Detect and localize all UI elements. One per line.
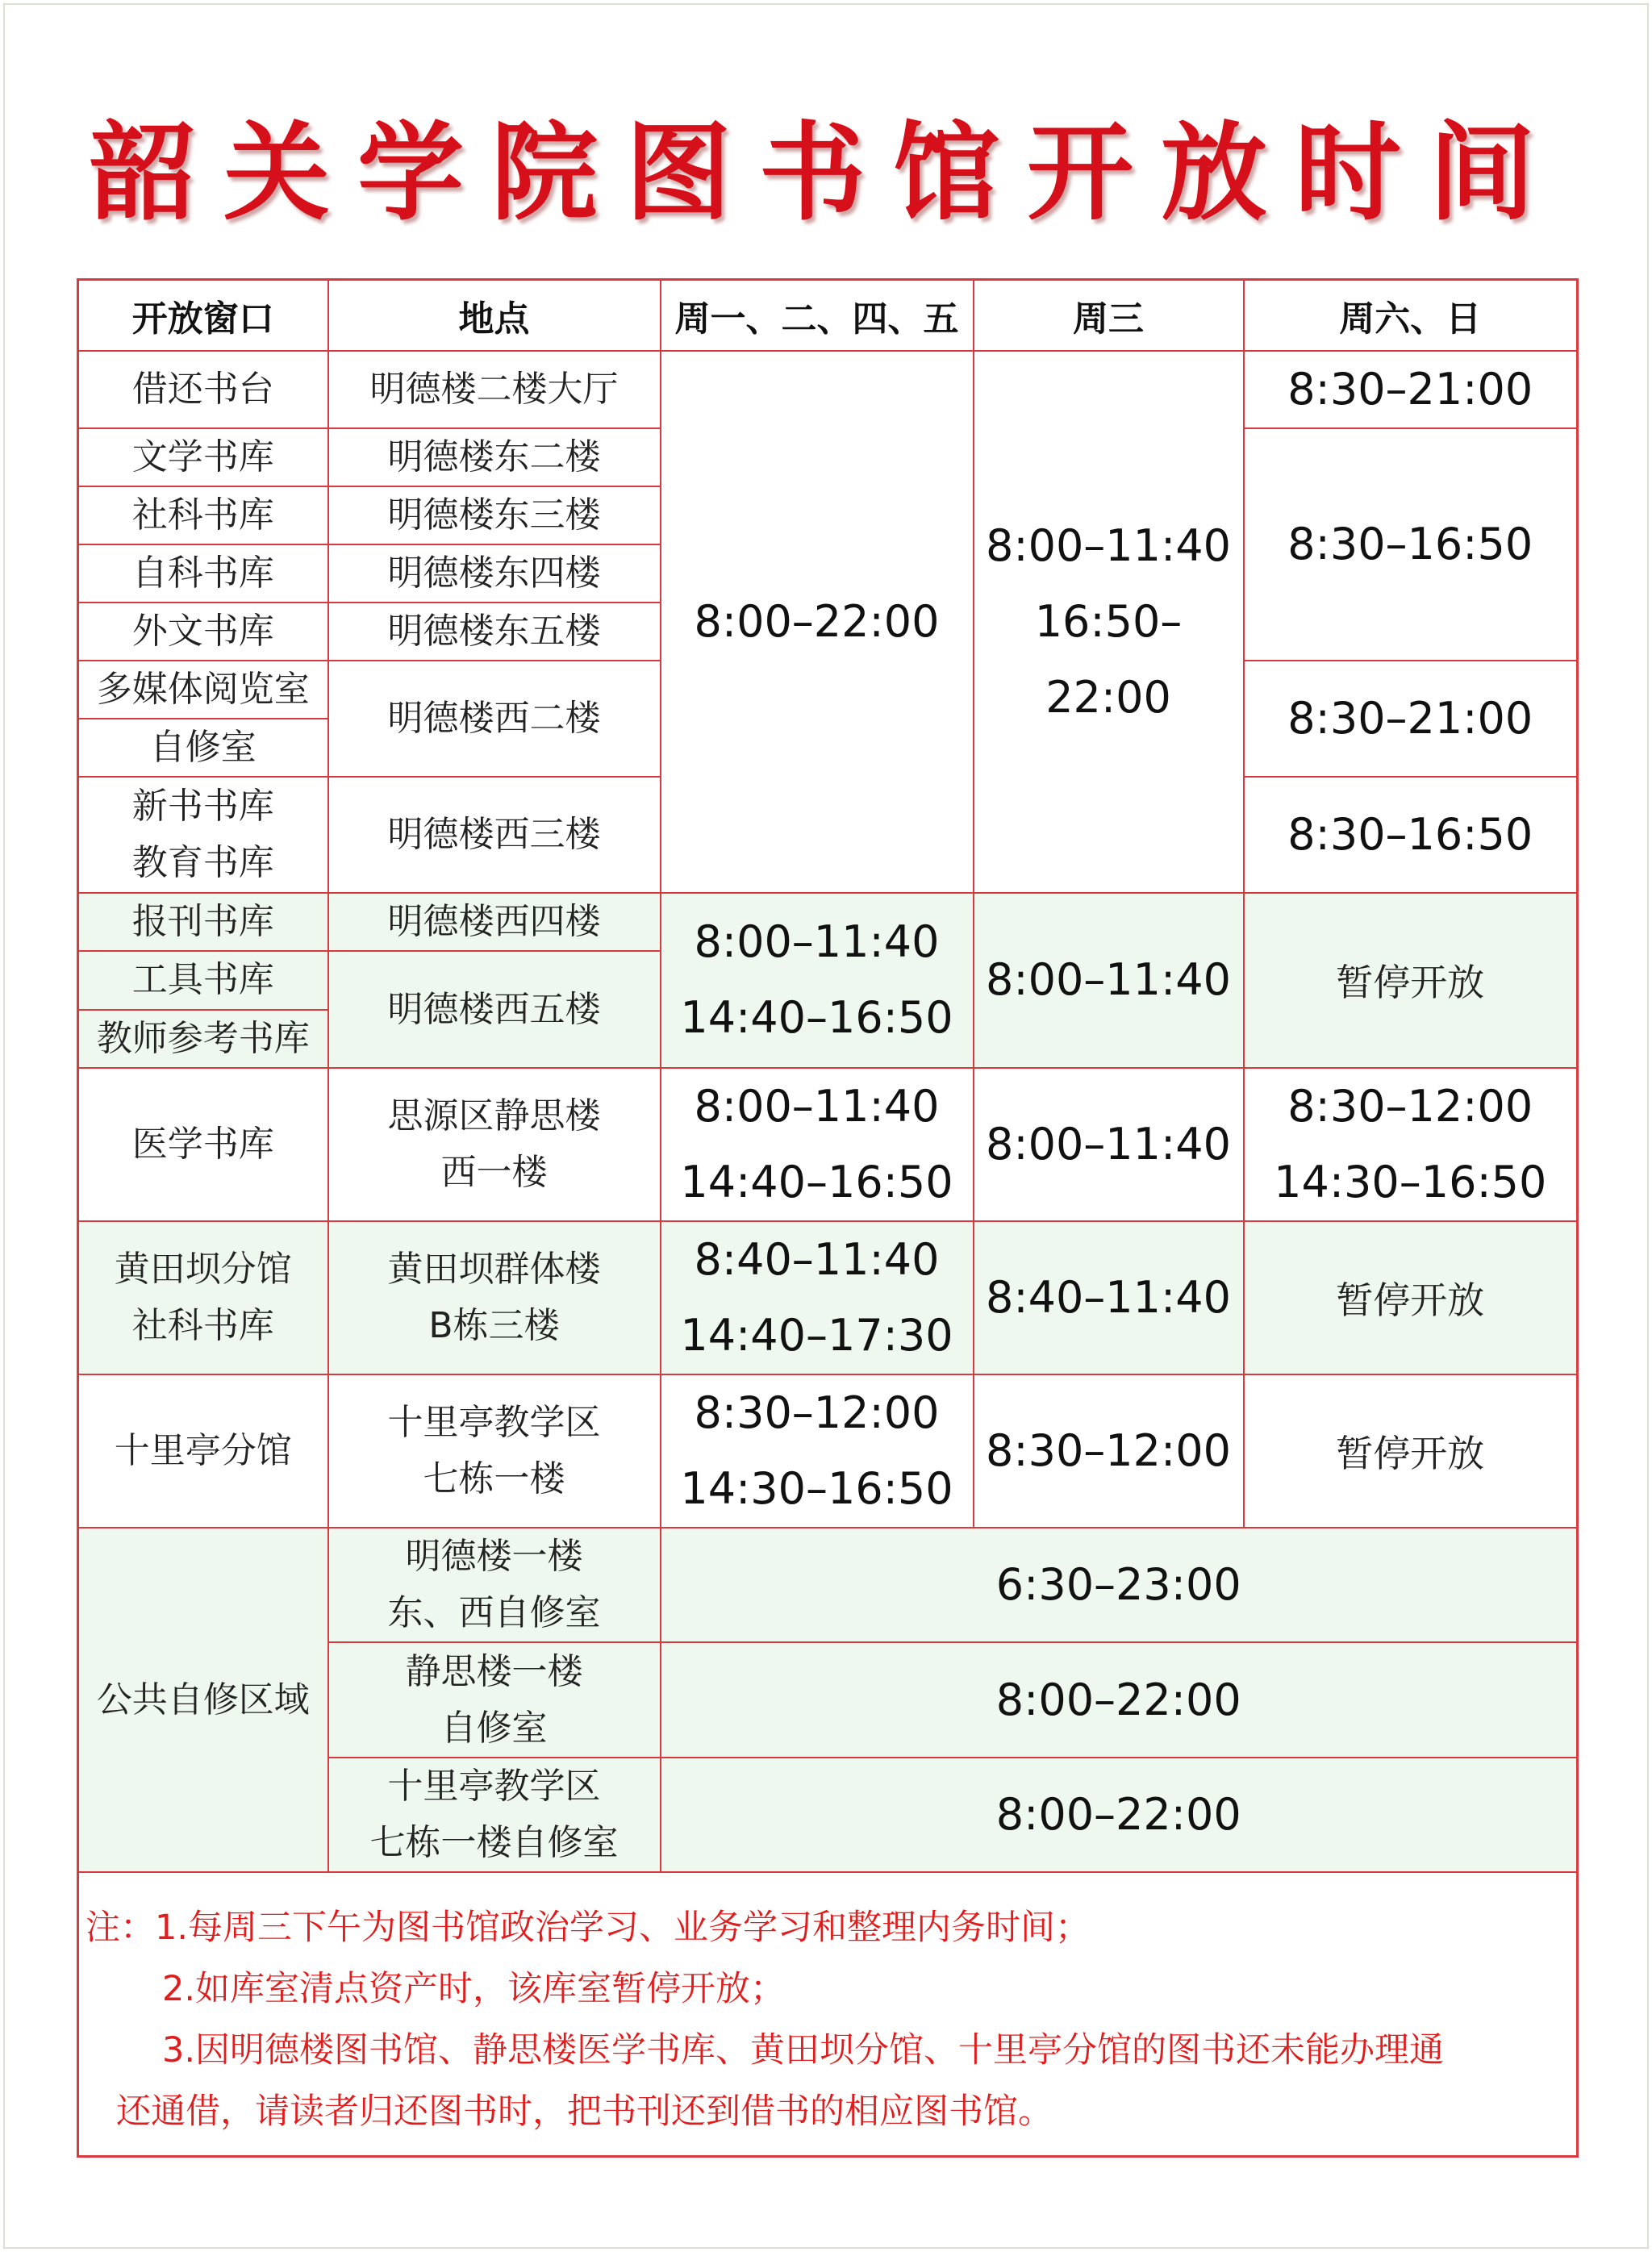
window-name: 自科书库 <box>78 544 328 603</box>
time-line: 14:40–16:50 <box>680 1156 953 1207</box>
wednesday-hours: 8:00–11:40 <box>974 1068 1244 1221</box>
wednesday-hours: 8:40–11:40 <box>974 1221 1244 1374</box>
main-weekday-hours: 8:00–22:00 <box>661 351 974 894</box>
table-row <box>78 893 1578 951</box>
location: 明德楼东五楼 <box>328 603 661 661</box>
window-name: 十里亭分馆 <box>78 1374 328 1528</box>
location <box>328 1068 661 1221</box>
window-name: 社科书库 <box>78 486 328 544</box>
location-line: 东、西自修室 <box>387 1592 601 1634</box>
location <box>328 1528 661 1642</box>
location-line: 自修室 <box>440 1707 548 1749</box>
main-wednesday-hours <box>974 351 1244 894</box>
header-row <box>78 280 1578 351</box>
table-row <box>78 1068 1578 1221</box>
study-area-hours: 8:00–22:00 <box>661 1642 1578 1757</box>
page-title: 韶关学院图书馆开放时间 <box>90 111 1562 236</box>
study-area-hours: 8:00–22:00 <box>661 1758 1578 1872</box>
window-name: 文学书库 <box>78 428 328 486</box>
time-line: 8:30–12:00 <box>694 1387 940 1439</box>
schedule-table <box>77 278 1579 2158</box>
header-window: 开放窗口 <box>78 280 328 351</box>
time-line: 16:50–22:00 <box>1034 595 1183 723</box>
weekend-hours: 8:30–16:50 <box>1244 777 1578 893</box>
weekend-hours: 8:30–21:00 <box>1244 351 1578 428</box>
location: 明德楼西五楼 <box>328 951 661 1067</box>
location <box>328 1374 661 1528</box>
time-line: 14:30–16:50 <box>1274 1156 1547 1207</box>
notes <box>78 1872 1578 2157</box>
window-name: 自修室 <box>78 719 328 777</box>
window-name <box>78 777 328 893</box>
time-line: 14:30–16:50 <box>680 1463 953 1515</box>
window-name-line: 教育书库 <box>131 842 274 884</box>
table-row <box>78 1374 1578 1528</box>
window-name: 公共自修区域 <box>78 1528 328 1872</box>
notes-row <box>78 1872 1578 2157</box>
table-row <box>78 351 1578 428</box>
header-location: 地点 <box>328 280 661 351</box>
window-name-line: 新书书库 <box>131 786 274 828</box>
location-line: 黄田坝群体楼 <box>387 1248 601 1290</box>
time-line: 8:30–12:00 <box>1287 1080 1533 1132</box>
window-name: 借还书台 <box>78 351 328 428</box>
window-name: 外文书库 <box>78 603 328 661</box>
location-line: 明德楼一楼 <box>405 1536 583 1578</box>
weekend-status: 暂停开放 <box>1244 893 1578 1067</box>
window-name: 医学书库 <box>78 1068 328 1221</box>
header-wednesday: 周三 <box>974 280 1244 351</box>
location: 明德楼东二楼 <box>328 428 661 486</box>
window-name <box>78 1221 328 1374</box>
time-line: 14:40–17:30 <box>680 1309 953 1361</box>
wednesday-hours: 8:00–11:40 <box>974 893 1244 1067</box>
location: 明德楼东四楼 <box>328 544 661 603</box>
table-row <box>78 1221 1578 1374</box>
location: 明德楼西四楼 <box>328 893 661 951</box>
weekday-hours <box>661 1068 974 1221</box>
header-weekend: 周六、日 <box>1244 280 1578 351</box>
time-line: 8:00–11:40 <box>694 1080 940 1132</box>
stacks-weekend-hours: 8:30–16:50 <box>1244 428 1578 661</box>
weekend-status: 暂停开放 <box>1244 1374 1578 1528</box>
header-weekdays: 周一、二、四、五 <box>661 280 974 351</box>
weekday-hours <box>661 1374 974 1528</box>
location: 明德楼二楼大厅 <box>328 351 661 428</box>
window-name: 多媒体阅览室 <box>78 661 328 719</box>
time-line: 8:40–11:40 <box>694 1233 940 1285</box>
note-line: 2.如库室清点资产时，该库室暂停开放； <box>162 1968 786 2009</box>
location-line: 十里亭教学区 <box>387 1402 601 1444</box>
weekend-hours: 8:30–21:00 <box>1244 661 1578 777</box>
window-name-line: 社科书库 <box>131 1304 274 1346</box>
location-line: 七栋一楼自修室 <box>369 1821 619 1863</box>
location: 明德楼东三楼 <box>328 486 661 544</box>
location-line: B栋三楼 <box>428 1304 560 1346</box>
note-line: 3.因明德楼图书馆、静思楼医学书库、黄田坝分馆、十里亭分馆的图书还未能办理通 <box>162 2029 1445 2071</box>
time-line: 14:40–16:50 <box>680 992 953 1044</box>
study-area-hours: 6:30–23:00 <box>661 1528 1578 1642</box>
location: 明德楼西二楼 <box>328 661 661 777</box>
location <box>328 1758 661 1872</box>
location-line: 西一楼 <box>440 1151 548 1193</box>
location <box>328 1642 661 1757</box>
table-row <box>78 1528 1578 1642</box>
time-line: 8:00–11:40 <box>694 916 940 968</box>
note-line: 还通借，请读者归还图书时，把书刊还到借书的相应图书馆。 <box>116 2091 1053 2132</box>
window-name: 教师参考书库 <box>78 1010 328 1068</box>
weekday-hours <box>661 1221 974 1374</box>
window-name-line: 黄田坝分馆 <box>114 1248 292 1290</box>
window-name: 工具书库 <box>78 951 328 1009</box>
time-line: 8:00–11:40 <box>986 519 1231 571</box>
weekday-hours <box>661 893 974 1067</box>
window-name: 报刊书库 <box>78 893 328 951</box>
location-line: 静思楼一楼 <box>405 1650 583 1692</box>
location <box>328 1221 661 1374</box>
location-line: 七栋一楼 <box>423 1458 565 1500</box>
location-line: 思源区静思楼 <box>387 1095 601 1136</box>
weekend-hours <box>1244 1068 1578 1221</box>
location: 明德楼西三楼 <box>328 777 661 893</box>
weekend-status: 暂停开放 <box>1244 1221 1578 1374</box>
wednesday-hours: 8:30–12:00 <box>974 1374 1244 1528</box>
note-line: 注：1.每周三下午为图书馆政治学习、业务学习和整理内务时间； <box>86 1907 1091 1948</box>
location-line: 十里亭教学区 <box>387 1765 601 1807</box>
